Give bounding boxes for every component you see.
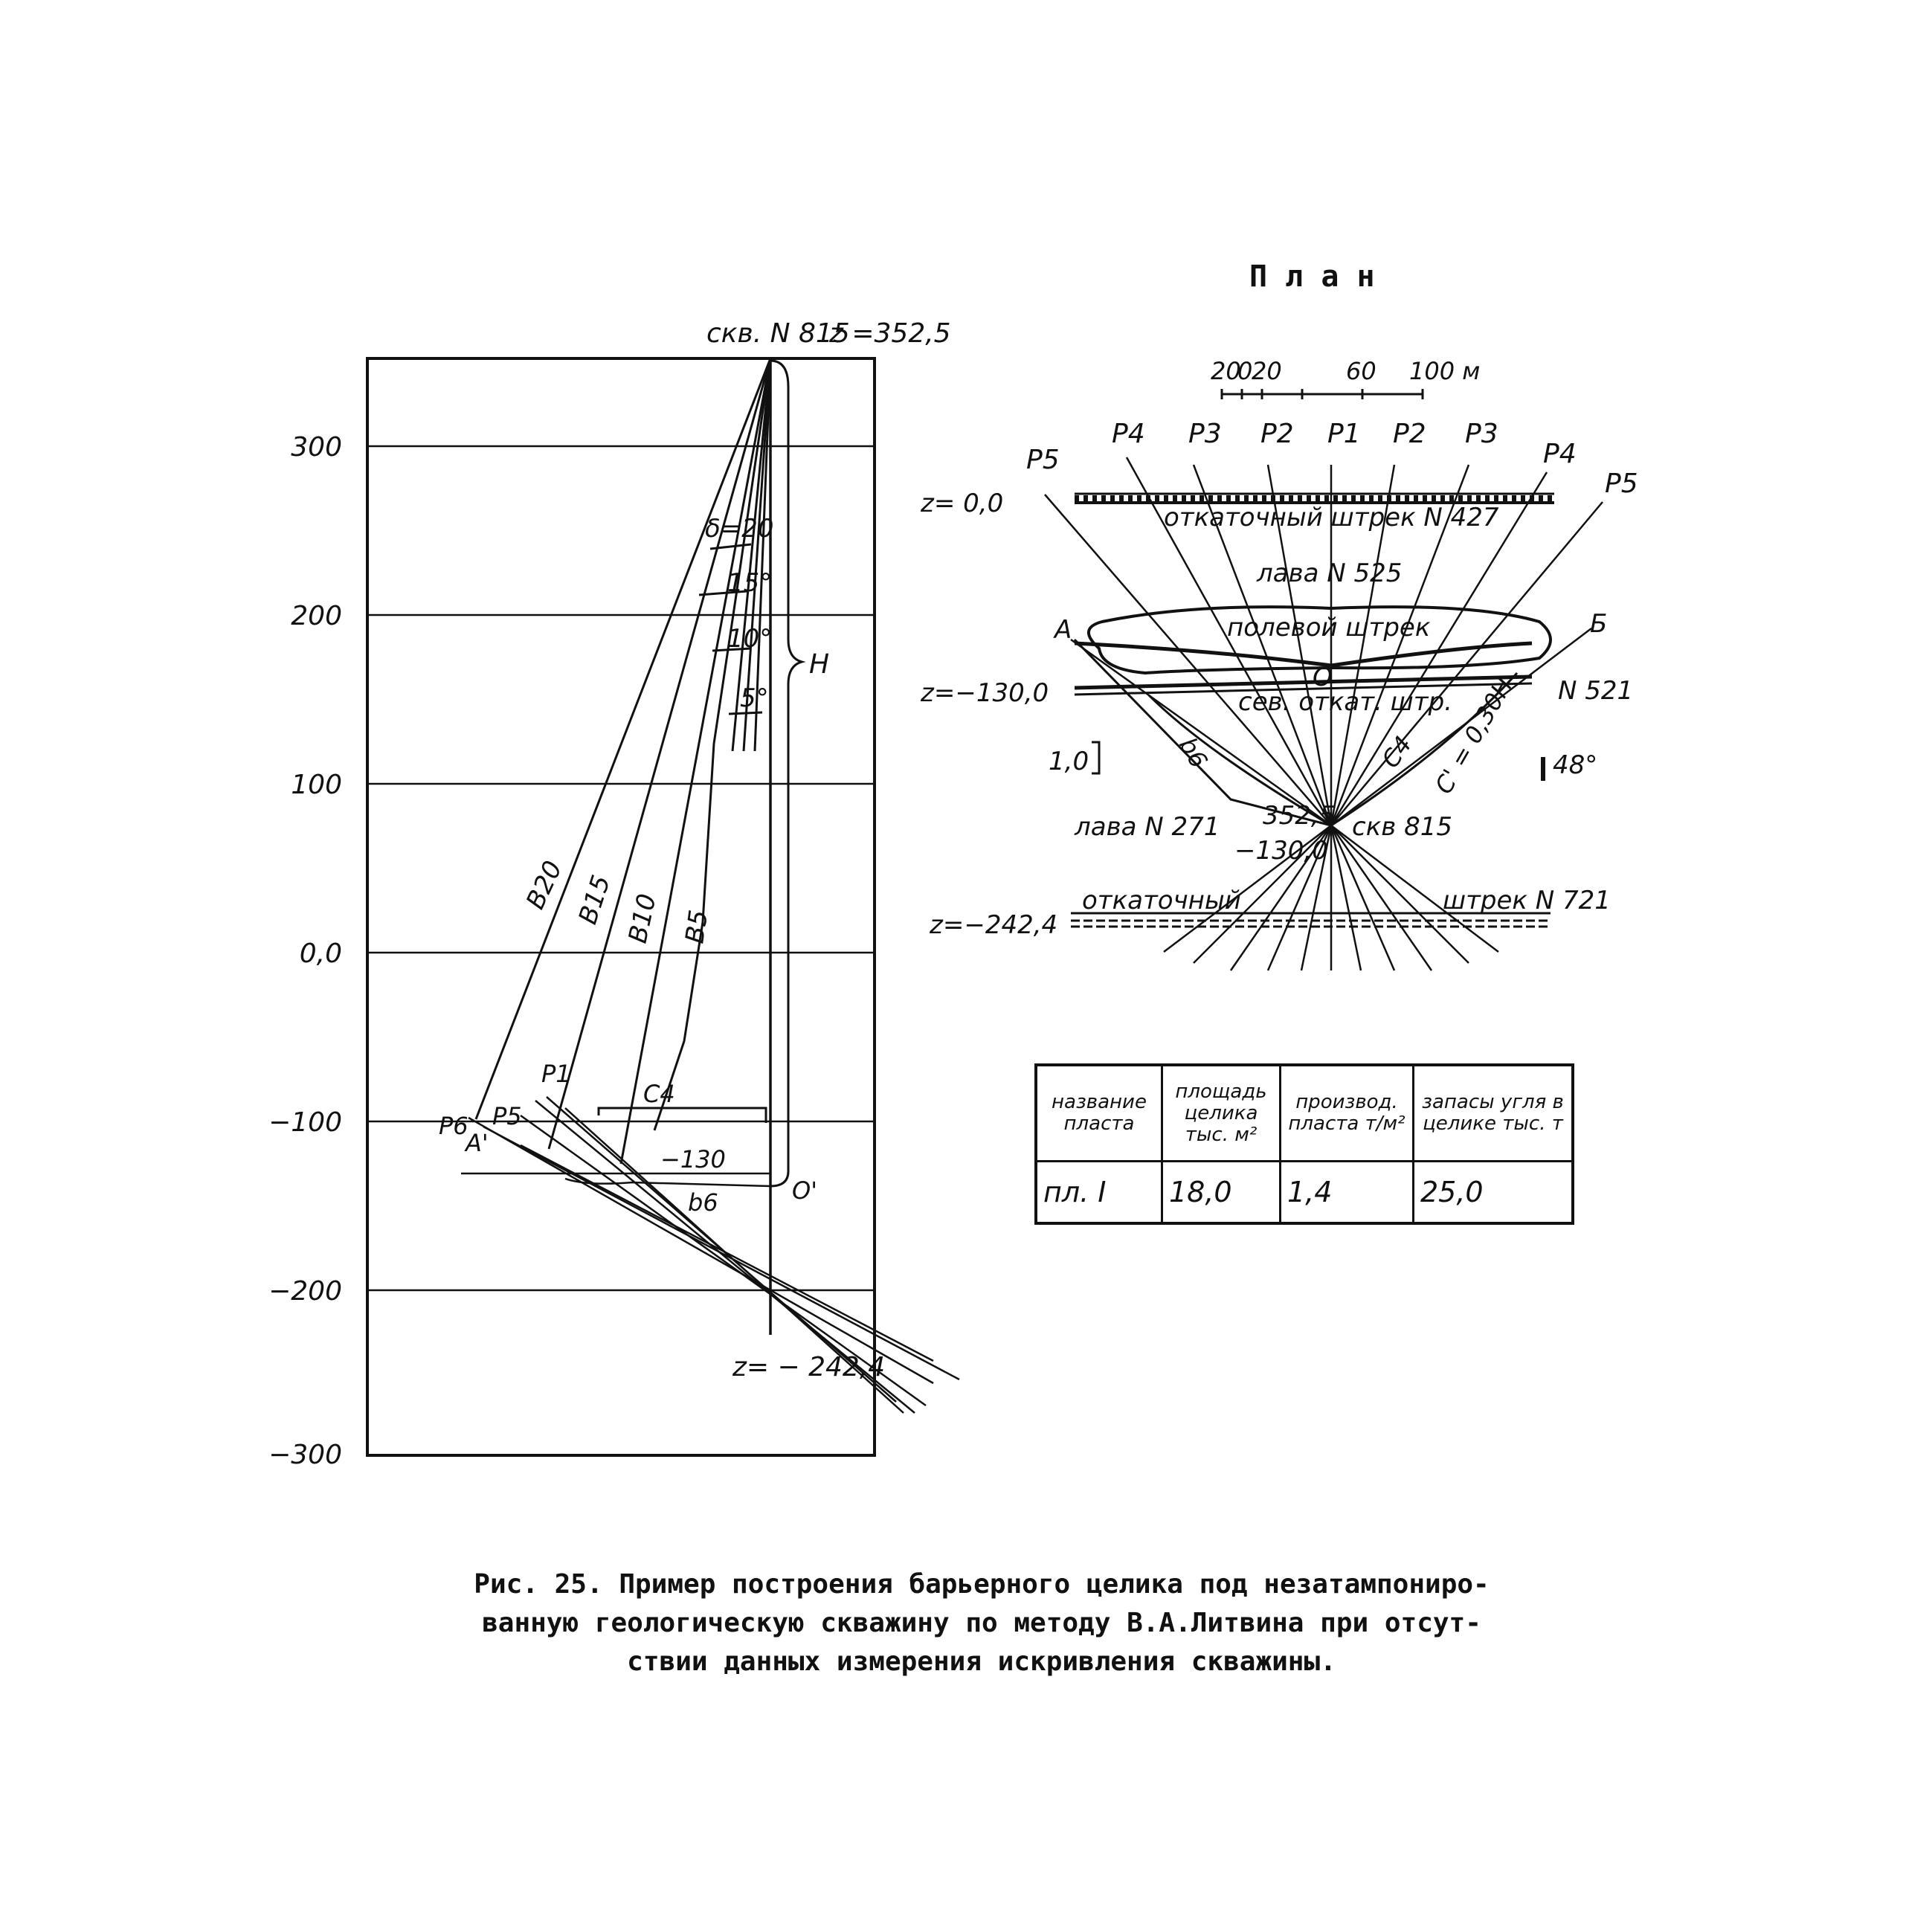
angle-20: δ=20 [705, 514, 774, 544]
elevation-axis-labels [268, 432, 342, 1470]
bottom-elevation: z= − 242,4 [732, 1352, 886, 1382]
p2-left: P2 [1260, 419, 1294, 449]
header-seam-productivity: производ. пласта т/м² [1281, 1065, 1414, 1162]
label-o: O [1313, 663, 1333, 692]
table-header-row [1036, 1065, 1573, 1162]
y-tick-minus-200: −200 [268, 1276, 342, 1307]
deviation-rays [476, 358, 773, 1164]
scale-bar [1211, 357, 1480, 399]
cell-productivity: 1,4 [1281, 1162, 1414, 1224]
y-tick-minus-300: −300 [268, 1440, 342, 1470]
ray-b10 [621, 358, 773, 1164]
polevoy-shtrek-line [1075, 643, 1532, 666]
ray-b15 [549, 358, 773, 1149]
y-tick-0: 0,0 [299, 938, 342, 969]
p5-right: P5 [1605, 468, 1638, 499]
header-seam-name: название пласта [1036, 1065, 1162, 1162]
projection-lines [468, 1097, 959, 1413]
vertical-section [268, 318, 959, 1470]
y-tick-300: 300 [291, 432, 342, 463]
header-coal-reserves: запасы угля в целике тыс. т [1414, 1065, 1574, 1162]
label-b: Б [1590, 609, 1608, 639]
p3-right: P3 [1465, 419, 1498, 449]
caption-line-2: ванную геологическую скважину по методу В.А.Литвина при отсут- [482, 1608, 1481, 1638]
label-b6-plan: b6 [1173, 732, 1214, 773]
label-o-prime: O' [792, 1176, 817, 1205]
label-b6: b6 [688, 1188, 718, 1217]
label-bracket-1-0: 1,0 [1049, 747, 1089, 776]
label-p6: P6 [439, 1112, 468, 1140]
label-lava-271: лава N 271 [1075, 812, 1220, 842]
ray-label-b20: B20 [520, 856, 569, 914]
ray-label-b10: B10 [622, 891, 663, 946]
label-otkatochny: откаточный [1082, 886, 1241, 915]
plan-z-labels [920, 489, 1057, 940]
label-elev-130: −130,0 [1234, 836, 1328, 866]
p4-left: P4 [1112, 419, 1145, 449]
label-elev-352: 352,5 [1263, 801, 1336, 831]
y-tick-100: 100 [291, 770, 342, 800]
plan-view [920, 260, 1638, 970]
plan-title: П л а н [1249, 260, 1375, 294]
label-c4: C4 [643, 1080, 675, 1108]
angle-5: 5° [740, 683, 769, 713]
borehole-label: скв. N 815 [706, 318, 850, 349]
figure-caption [372, 1565, 1591, 1681]
label-c-prime: C' = 0,30H [1429, 672, 1519, 799]
label-lava-525: лава N 525 [1257, 558, 1403, 588]
scale-60: 60 [1346, 357, 1376, 385]
label-shtrek-427: откаточный штрек N 427 [1164, 503, 1499, 532]
ray-b20 [476, 358, 773, 1119]
table-row [1036, 1162, 1573, 1224]
reserve-table [1034, 1063, 1574, 1225]
scale-0: 0 [1237, 357, 1253, 385]
scale-20-left: 20 [1211, 357, 1241, 385]
h-brace [770, 361, 802, 1186]
z-0: z= 0,0 [921, 489, 1004, 518]
p4-right: P4 [1543, 439, 1577, 469]
cell-area: 18,0 [1162, 1162, 1281, 1224]
plan-p-labels [1026, 419, 1638, 499]
drift-427 [1075, 494, 1554, 503]
caption-line-3: ствии данных измерения искривления скважины. [627, 1646, 1336, 1677]
label-c4-plan: C4 [1376, 730, 1418, 773]
p3-left: P3 [1188, 419, 1222, 449]
scale-100m: 100 м [1409, 357, 1481, 385]
label-polevoy: полевой штрек [1227, 613, 1431, 643]
y-tick-minus-100: −100 [268, 1107, 342, 1138]
h-label: H [809, 649, 830, 680]
label-p5: P5 [492, 1102, 522, 1130]
p1: P1 [1327, 419, 1361, 449]
label-n521: N 521 [1558, 676, 1634, 706]
p5-left: P5 [1026, 445, 1060, 475]
angle-15: 15° [727, 568, 773, 598]
label-dip: 48° [1553, 750, 1598, 780]
label-sev-otkat: сев. откат. штр. [1238, 687, 1452, 717]
y-tick-200: 200 [291, 601, 342, 631]
cell-reserves: 25,0 [1414, 1162, 1574, 1224]
label-a-prime: A' [466, 1129, 489, 1157]
caption-line-1: Рис. 25. Пример построения барьерного целика под незатампониро- [474, 1569, 1490, 1600]
label-p1: P1 [541, 1060, 571, 1088]
z-minus-130: z=−130,0 [921, 678, 1049, 708]
p2-right: P2 [1393, 419, 1426, 449]
ray-b5 [654, 358, 773, 1130]
label-skv-815: скв 815 [1352, 812, 1452, 842]
bracket-1-0-shape [1092, 742, 1099, 773]
collar-elevation: z =352,5 [829, 318, 951, 349]
scale-20: 20 [1252, 357, 1282, 385]
ray-label-b5: B5 [680, 908, 715, 946]
header-pillar-area: площадь целика тыс. м² [1162, 1065, 1281, 1162]
label-level-130: −130 [660, 1145, 726, 1173]
label-shtrek-721: штрек N 721 [1443, 886, 1611, 915]
angle-10: 10° [727, 624, 773, 654]
cell-seam: пл. I [1036, 1162, 1162, 1224]
ray-label-b15: B15 [573, 872, 617, 928]
label-a: A [1054, 615, 1072, 645]
z-minus-242: z=−242,4 [930, 910, 1058, 940]
